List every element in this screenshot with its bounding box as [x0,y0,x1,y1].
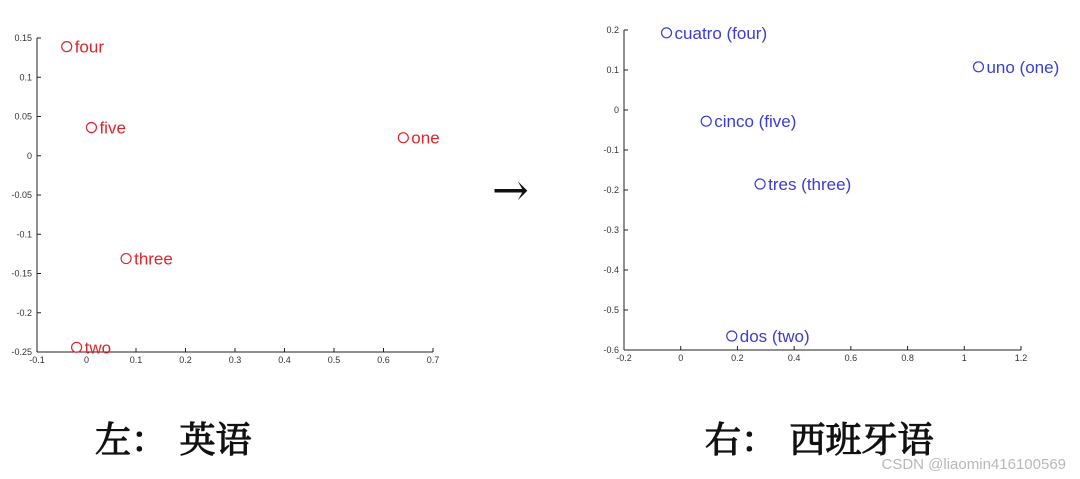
spanish-scatter-chart [603,24,1059,363]
data-point-marker [86,122,96,132]
x-tick-label: 0.1 [129,355,143,365]
data-point-label: uno (one) [986,57,1060,77]
data-point-marker [973,62,983,72]
data-point-marker [72,342,82,352]
left-caption: 左： 英语 [95,419,252,461]
english-scatter-chart [11,33,439,365]
x-tick-label: 0.5 [327,355,341,365]
x-tick-label: 0.8 [901,353,914,363]
data-point-marker [701,116,711,126]
x-tick-label: -0.2 [616,353,632,363]
data-point-marker [398,133,408,143]
x-tick-label: 0.4 [278,355,291,365]
y-tick-label: -0.3 [603,225,619,235]
x-tick-label: 1.2 [1014,353,1028,363]
y-tick-label: 0.05 [14,111,32,122]
x-tick-label: 0.6 [844,353,858,363]
y-tick-label: 0 [26,150,32,161]
x-tick-label: 0 [83,355,90,365]
y-tick-label: 0 [613,105,619,115]
data-point-label: one [411,128,440,148]
data-point-marker [755,179,765,189]
data-point-marker [121,254,131,264]
y-tick-label: 0.1 [606,65,619,75]
y-tick-label: -0.2 [16,307,32,318]
data-point-label: cuatro (four) [674,23,768,43]
y-tick-label: 0.15 [14,33,32,43]
y-tick-label: 0.1 [19,72,32,83]
data-point-label: five [99,118,126,138]
right-caption: 右： 西班牙语 [705,419,934,461]
y-tick-label: -0.05 [11,190,32,200]
x-tick-label: -0.1 [29,355,45,365]
data-point-label: three [134,249,173,269]
x-tick-label: 1 [961,353,967,363]
x-tick-label: 0.3 [228,355,242,365]
watermark-text: CSDN @liaomin416100569 [881,456,1066,473]
x-tick-label: 0.6 [377,355,390,365]
data-point-label: cinco (five) [714,112,797,132]
x-tick-label: 0.7 [426,355,440,365]
data-point-marker [62,42,72,52]
x-tick-label: 0.2 [179,355,192,365]
x-tick-label: 0.4 [787,353,801,363]
data-point-label: two [84,338,112,358]
y-tick-label: -0.4 [603,265,619,275]
y-tick-label: -0.5 [603,305,619,315]
data-point-label: tres (three) [768,175,852,194]
y-tick-label: -0.6 [603,345,619,355]
y-tick-label: -0.1 [16,229,32,240]
y-tick-label: -0.25 [11,347,32,357]
y-tick-label: -0.2 [603,185,619,195]
y-tick-label: 0.2 [606,25,619,35]
data-point-marker [727,331,737,341]
transform-arrow: → [492,165,529,216]
y-tick-label: -0.15 [11,268,32,279]
y-tick-label: -0.1 [603,145,619,155]
data-point-label: four [74,37,104,57]
x-tick-label: 0 [678,353,684,363]
data-point-marker [662,28,672,38]
x-tick-label: 0.2 [731,353,744,363]
data-point-label: dos (two) [739,327,810,346]
